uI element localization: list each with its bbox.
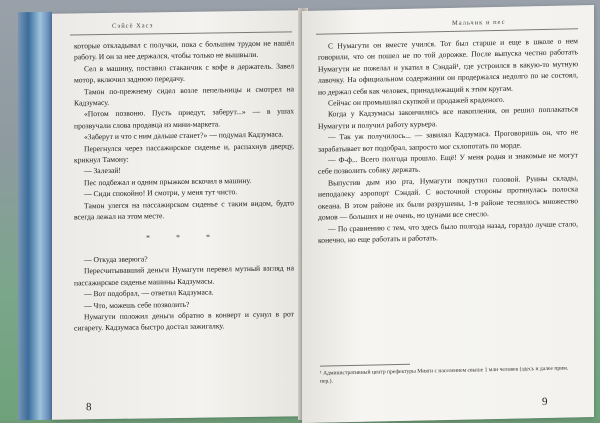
scene-break: * * * (146, 231, 222, 242)
paragraph: «Заберут и что с ним дальше станет?» — подумал Кадзумаса. (84, 129, 284, 142)
paragraph: Выпустив дым изо рта, Нумагути покрутил головой. Руины склады, неподалеку аэропорт Сэндай. С восточной стороны протянулась полоска океана. В этом районе их были разрушены, 1-в районе теснилось множество домов — больших и не очень, но цунами все снесло. (318, 173, 578, 222)
left-text-block (74, 37, 294, 334)
paragraph: Перегнулся через пассажирское сиденье и, распахнув дверцу, крикнул Тамону: (74, 141, 294, 165)
right-header-rule (316, 28, 578, 34)
left-running-head: Сэйсё Хасэ (112, 22, 154, 30)
paragraph: Когда у Кадзумасы закончились все накопления, он решил поплакаться Нумагути и получил работу курьера. (318, 104, 578, 131)
paragraph: — Сиди спокойно! И смотри, у меня тут чисто. (84, 187, 238, 199)
right-page-number: 9 (542, 395, 548, 409)
right-running-head: Мальчик и пес (452, 18, 506, 27)
paragraph: Пес подбежал и одним прыжком вскочил в машину. (84, 175, 252, 188)
paragraph: — Вот подобрал, — ответил Кадзумаса. (84, 287, 214, 299)
paragraph: Сейчас он промышлял скупкой и продажей краденого. (328, 94, 505, 108)
paragraph: — Залезай! (84, 166, 121, 176)
paragraph: Сел в машину, поставил стаканчик с кофе в держатель. Завел мотор, включил заднюю передачу. (74, 61, 294, 85)
paragraph: — Ф-ф... Всего полгода прошло. Ещё! У меня родня и знакомые не могут себе позволить собаку держать. (318, 150, 578, 177)
paragraph: которые откладывал с получки, пока с большим трудом не нашёл работу. И он за нее держался, чтобы только не вышвыли. (74, 38, 294, 62)
paragraph: — Так уж получилось... — завилял Кадзумаса. Проговоришь он, что не зарабатывает вот подобрал, запросто мог схлопотать по морде. (318, 127, 578, 154)
paragraph: — По сравнению с тем, что здесь было полгода назад, гораздо лучше стало, конечно, но еще работать и работать. (318, 218, 578, 245)
paragraph: Пересчитывавший деньги Нумагути перевел мутный взгляд на пассажирское сиденье машины Кадзумасы. (74, 263, 294, 288)
book-cover-edge (18, 12, 52, 421)
left-page-number: 8 (86, 401, 92, 414)
footnote-rule (320, 364, 410, 367)
paragraph: С Нумагути он вместе учился. Тот был старше и еще в школе о нем говорили, что он пошел не по той дорожке. После выпуска честно работать Нумагути не пожелал и укатил в Сэндай¹, где устроился в какую-то мутную лавочку. На официальном содержании он продержался недолго по не состоял, но держал себя как человек, принадлежащий к этим кругам. (318, 36, 578, 97)
paragraph: «Потом позвоню. Пусть приедут, заберут...» — в ушах прозвучали слова продавца из мини-маркета. (74, 106, 294, 131)
left-page (52, 10, 302, 419)
paragraph: Тамон улегся на пассажирском сиденье с таким видом, будто всегда лежал на этом месте. (74, 198, 294, 222)
paragraph: Нумагути положил деньги обратно в конверт и сунул в рот сигарету. Кадзумаса быстро достал зажигалку. (74, 309, 294, 333)
right-text-block (318, 35, 578, 246)
footnote: ¹ Административный центр префектуры Мияги с населением свыше 1 млн человек (здесь и далее прим. пер.). (320, 365, 569, 385)
right-page (302, 5, 594, 423)
paragraph: — Откуда зверюга? (84, 254, 148, 265)
paragraph: Тамон по-прежнему сидел возле пепельницы и смотрел на Кадзумасу. (74, 83, 294, 108)
left-header-rule (70, 31, 292, 35)
paragraph: — Что, можешь себе позволить? (84, 299, 190, 310)
